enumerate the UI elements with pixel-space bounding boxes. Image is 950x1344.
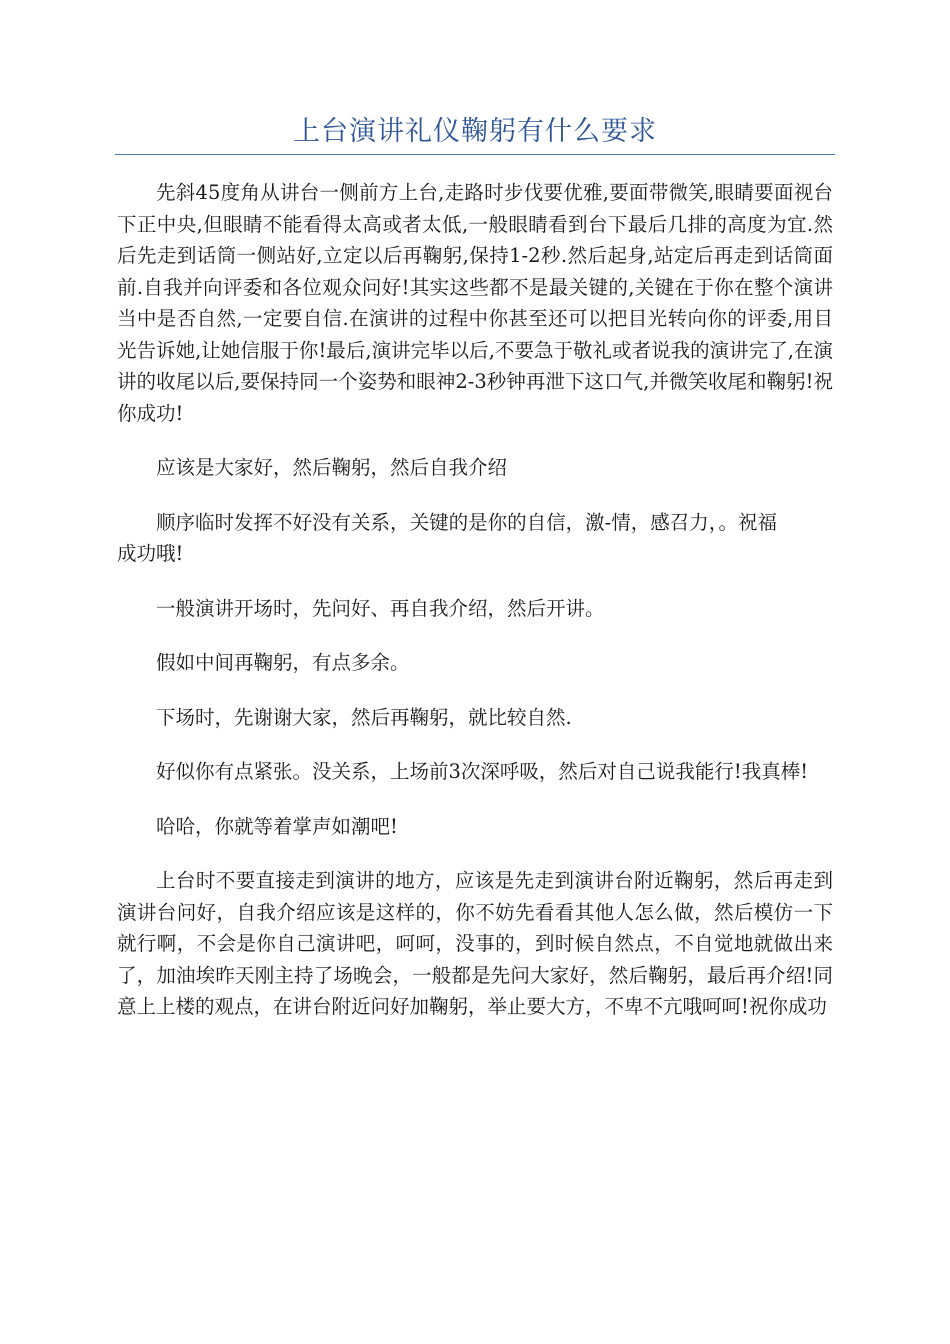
- paragraph-3: 顺序临时发挥不好没有关系，关键的是你的自信，激-情，感召力，。祝福成功哦!: [117, 510, 777, 565]
- paragraph-9: 上台时不要直接走到演讲的地方，应该是先走到演讲台附近鞠躬，然后再走到演讲台问好，自我介绍应该是这样的，你不妨先看看其他人怎么做，然后模仿一下就行啊，不会是你自己演讲吧，呵呵，没事的，到时候自然点，不自觉地就做出来了，加油埃昨天刚主持了场晚会，一般都是先问大家好，然后鞠躬，最后再介绍!同意上上楼的观点，在讲台附近问好加鞠躬，举止要大方，不卑不亢哦呵呵!祝你成功: [117, 869, 833, 1018]
- paragraph-1: 先斜45度角从讲台一侧前方上台,走路时步伐要优雅,要面带微笑,眼睛要面视台下正中央,但眼睛不能看得太高或者太低,一般眼睛看到台下最后几排的高度为宜.然后先走到话筒一侧站好,立定以后再鞠躬,保持1-2秒.然后起身,站定后再走到话筒面前.自我并向评委和各位观众问好!其实这些都不是最关键的,关键在于你在整个演讲当中是否自然,一定要自信.在演讲的过程中你甚至还可以把目光转向你的评委,用目光告诉她,让她信服于你!最后,演讲完毕以后,不要急于敬礼或者说我的演讲完了,在演讲的收尾以后,要保持同一个姿势和眼神2-3秒钟再泄下这口气,并微笑收尾和鞠躬!祝你成功!: [117, 181, 833, 425]
- document-title: 上台演讲礼仪鞠躬有什么要求: [293, 116, 657, 147]
- paragraph-6: 下场时，先谢谢大家，然后再鞠躬，就比较自然.: [156, 705, 572, 729]
- paragraph-2: 应该是大家好，然后鞠躬，然后自我介绍: [156, 456, 508, 479]
- paragraph-7: 好似你有点紧张。没关系，上场前3次深呼吸，然后对自己说我能行!我真棒!: [156, 760, 809, 783]
- document-body: [117, 177, 833, 1046]
- title-underline: [115, 154, 835, 155]
- paragraph-8: 哈哈，你就等着掌声如潮吧!: [156, 814, 398, 838]
- paragraph-4: 一般演讲开场时，先问好、再自我介绍，然后开讲。: [156, 596, 605, 620]
- paragraph-5: 假如中间再鞠躬，有点多余。: [156, 651, 410, 674]
